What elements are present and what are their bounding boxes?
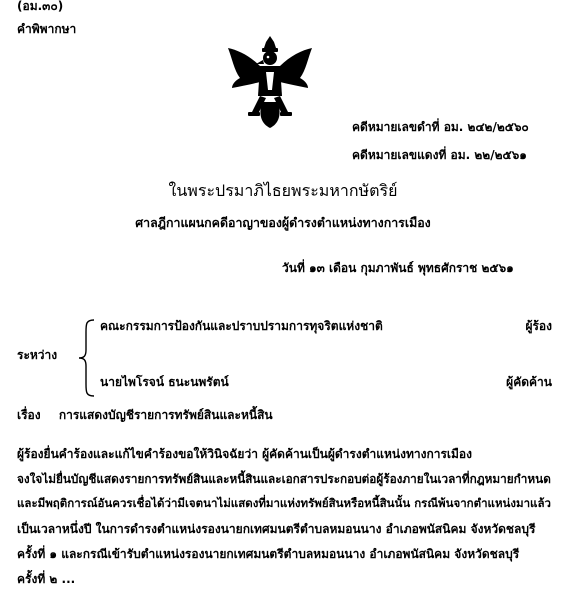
subject-label: เรื่อง — [17, 408, 41, 422]
body-paragraph-line: ผู้ร้องยื่นคำร้องและแก้ไขคำร้องขอให้วินิจฉัยว่า ผู้คัดค้านเป็นผู้ดำรงตำแหน่งทางการเมือง — [17, 447, 472, 461]
subject-value: การแสดงบัญชีรายการทรัพย์สินและหนี้สิน — [58, 408, 273, 422]
defendant-name: นายไพโรจน์ ธนะนพรัตน์ — [100, 375, 229, 389]
form-code: (อม.๓๐) — [17, 0, 64, 13]
body-paragraph-line: ครั้งที่ ๒ ... — [17, 572, 76, 586]
plaintiff-name: คณะกรรมการป้องกันและปราบปรามการทุจริตแห่งชาติ — [100, 319, 383, 333]
body-paragraph-line: และมีพฤติการณ์อันควรเชื่อได้ว่ามีเจตนาไม่แสดงที่มาแห่งทรัพย์สินหรือหนี้สินนั้น กรณีพ้นจากตำแหน่งมาแล้ว — [17, 496, 551, 510]
judgment-date: วันที่ ๑๓ เดือน กุมภาพันธ์ พุทธศักราช ๒๕๖๑ — [282, 261, 514, 275]
body-paragraph-line: เป็นเวลาหนึ่งปี ในการดำรงตำแหน่งรองนายกเทศมนตรีตำบลหมอนนาง อำเภอพนัสนิคม จังหวัดชลบุรี — [17, 522, 536, 536]
garuda-emblem-icon — [222, 36, 318, 130]
court-name: ศาลฎีกาแผนกคดีอาญาของผู้ดำรงตำแหน่งทางการเมือง — [135, 215, 431, 230]
royal-phrase: ในพระปรมาภิไธยพระมหากษัตริย์ — [168, 181, 398, 200]
body-paragraph-line: จงใจไม่ยื่นบัญชีแสดงรายการทรัพย์สินและหนี้สินและเอกสารประกอบต่อผู้ร้องภายในเวลาที่กฎหมายกำหนด — [17, 472, 551, 486]
plaintiff-role: ผู้ร้อง — [525, 319, 552, 333]
curly-brace-icon — [76, 318, 98, 398]
document-type-title: คำพิพากษา — [17, 22, 77, 36]
subject-line — [17, 406, 273, 425]
defendant-role: ผู้คัดค้าน — [506, 375, 552, 389]
between-label: ระหว่าง — [17, 348, 58, 362]
black-case-number: คดีหมายเลขดำที่ อม. ๒๔๒/๒๕๖๐ — [352, 120, 529, 134]
red-case-number: คดีหมายเลขแดงที่ อม. ๒๒/๒๕๖๑ — [352, 148, 527, 162]
body-paragraph-line: ครั้งที่ ๑ และกรณีเข้ารับตำแหน่งรองนายกเทศมนตรีตำบลหมอนนาง อำเภอพนัสนิคม จังหวัดชลบุรี — [17, 547, 520, 561]
